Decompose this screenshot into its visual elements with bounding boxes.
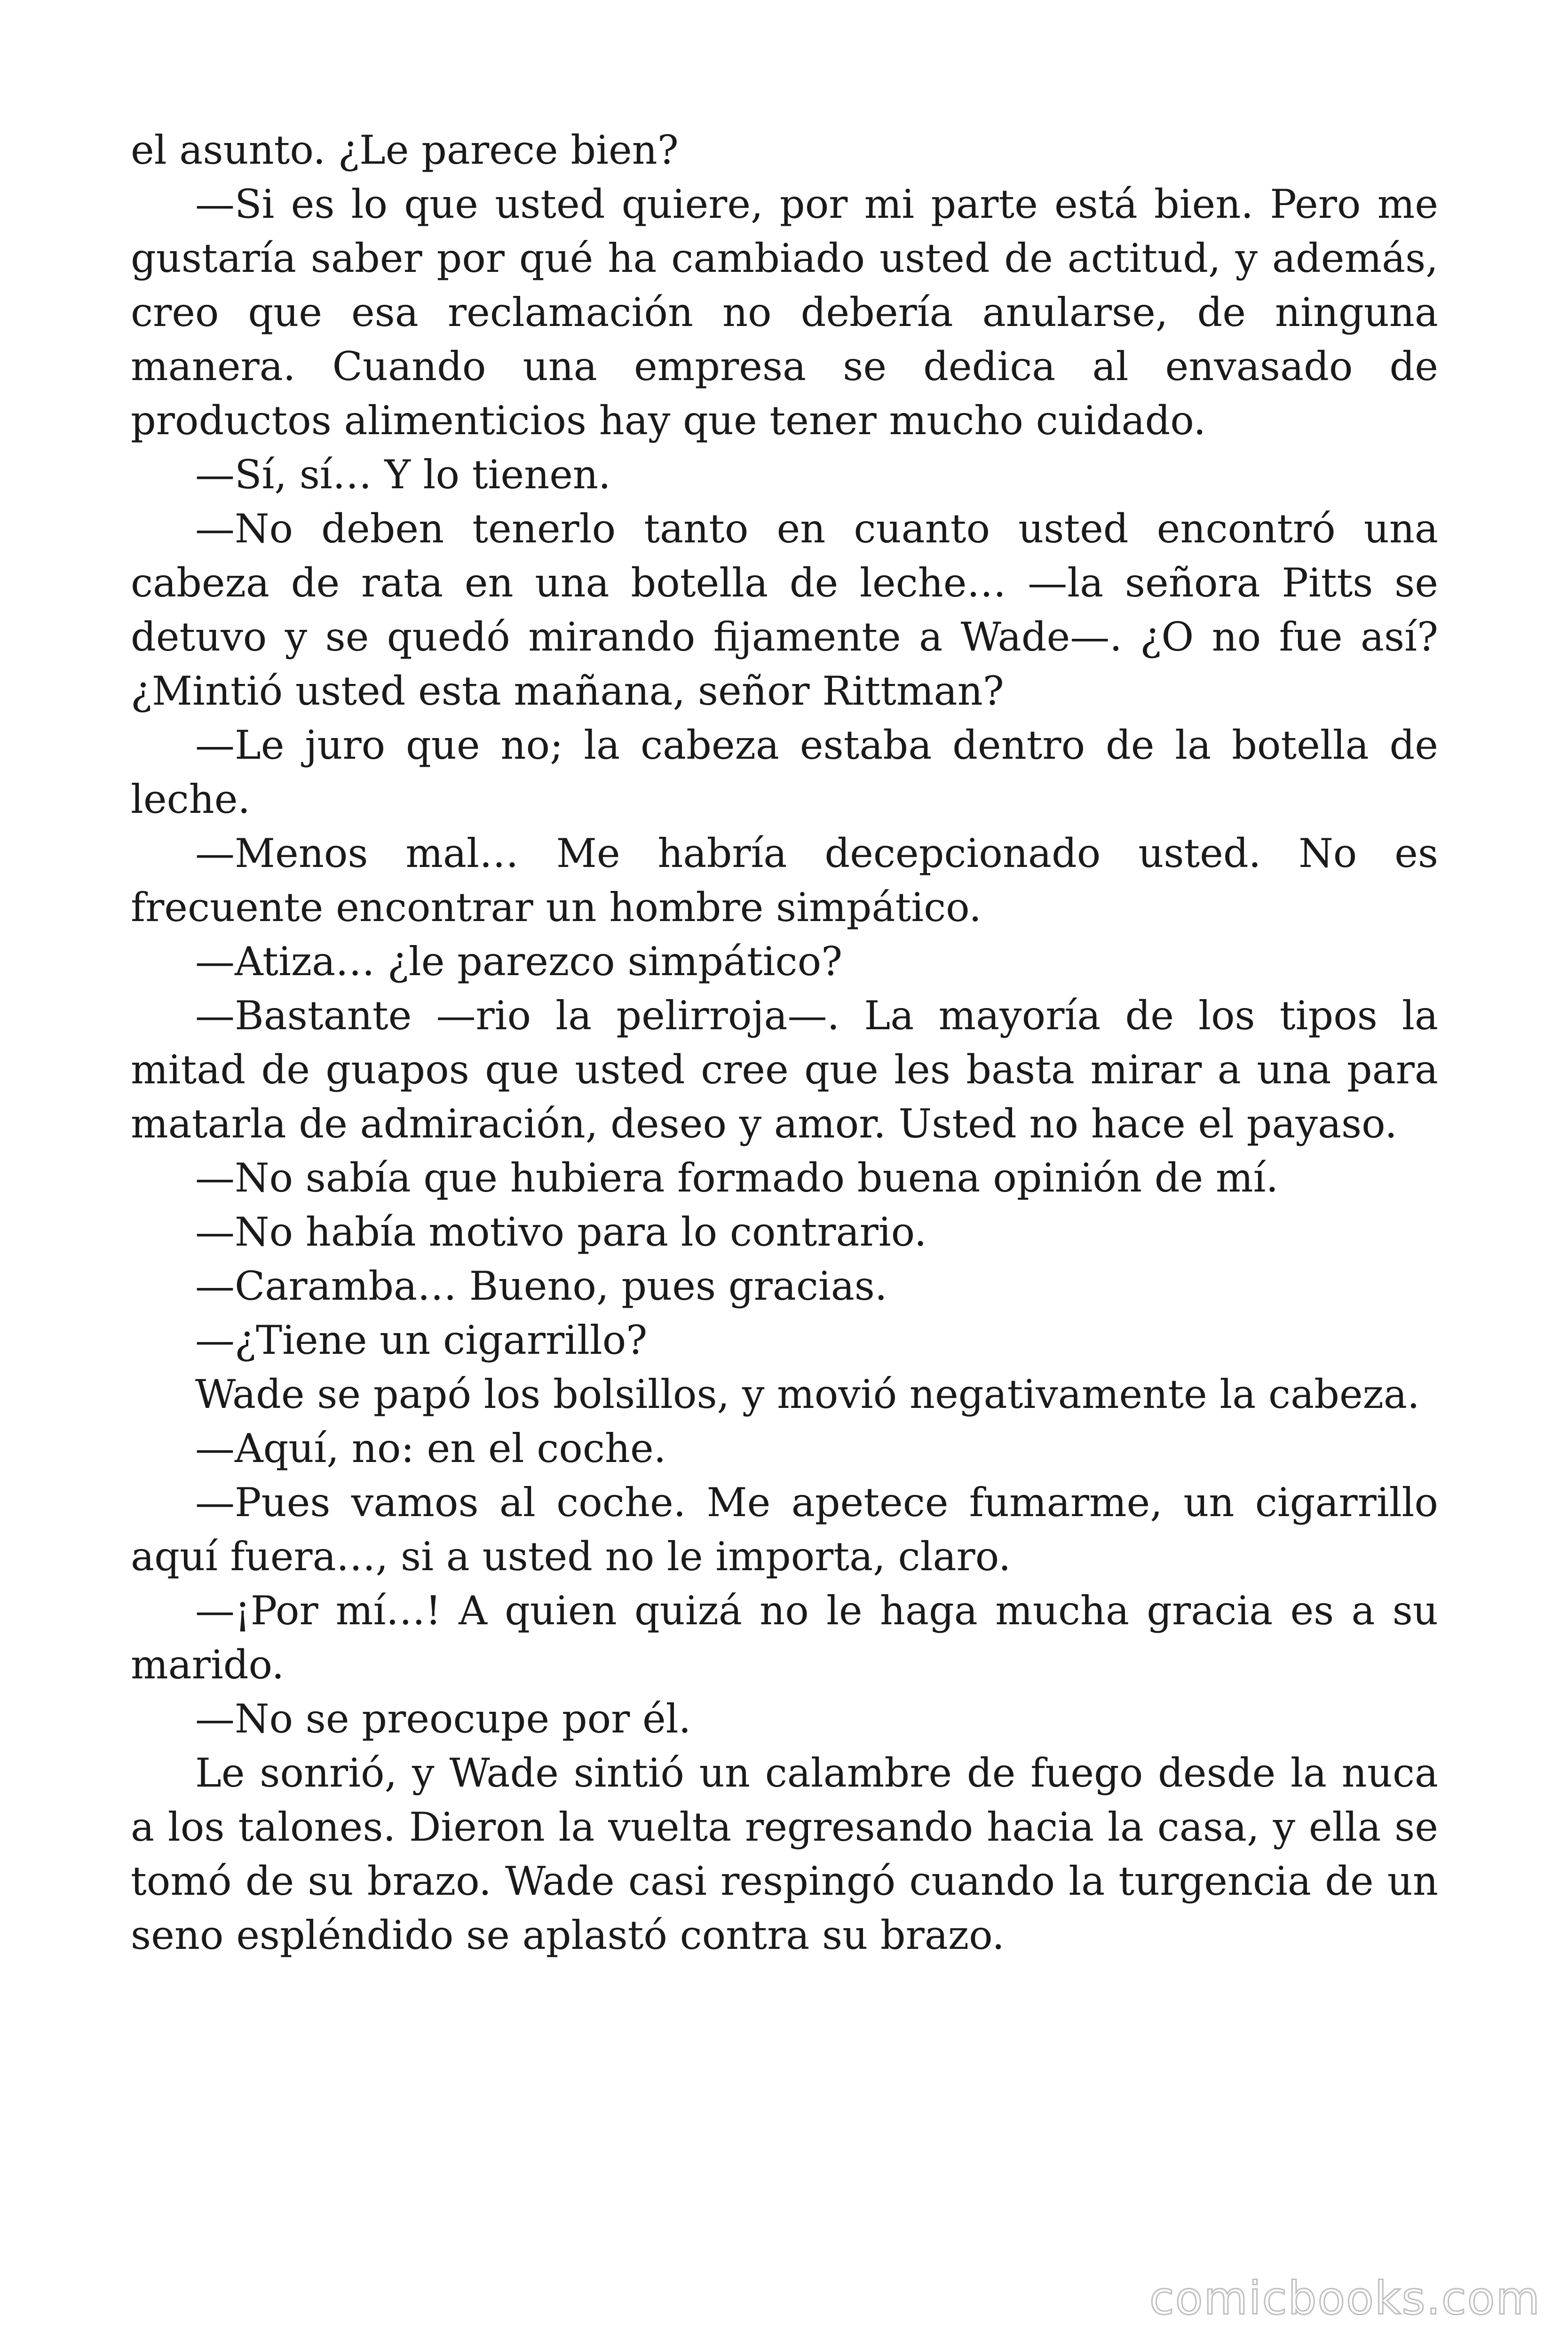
paragraph-2: —Si es lo que usted quiere, por mi parte está bien. Pero me gustaría saber por qué ha cambiado usted de actitud, y además, creo que esa reclamación no debería anularse, de ninguna manera. Cuando una empresa se dedica al envasado de productos alimenticios hay que tener mucho cuidado. [131,181,1438,444]
paragraph-11: —Caramba… Bueno, pues gracias. [195,1263,887,1309]
paragraph-16: —¡Por mí…! A quien quizá no le haga mucha gracia es a su marido. [131,1588,1438,1688]
paragraph-5: —Le juro que no; la cabeza estaba dentro de la botella de leche. [131,722,1438,822]
paragraph-12: —¿Tiene un cigarrillo? [195,1317,648,1363]
watermark: comicbooks.com [1149,2272,1541,2325]
paragraph-18: Le sonrió, y Wade sintió un calambre de fuego desde la nuca a los talones. Dieron la vuelta regresando hacia la casa, y ella se tomó de su brazo. Wade casi respingó cuando la turgencia de un seno espléndido se aplastó contra su brazo. [131,1750,1438,1958]
paragraph-7: —Atiza… ¿le parezco simpático? [195,938,843,985]
page-body [131,123,1438,1963]
paragraph-10: —No había motivo para lo contrario. [195,1209,927,1255]
paragraph-3: —Sí, sí… Y lo tienen. [195,452,611,498]
paragraph-17: —No se preocupe por él. [195,1696,691,1742]
paragraph-6: —Menos mal… Me habría decepcionado usted. No es frecuente encontrar un hombre simpático. [131,830,1438,930]
paragraph-15: —Pues vamos al coche. Me apetece fumarme, un cigarrillo aquí fuera…, si a usted no le importa, claro. [131,1479,1438,1580]
paragraph-13: Wade se papó los bolsillos, y movió negativamente la cabeza. [195,1371,1420,1417]
paragraph-1: el asunto. ¿Le parece bien? [131,127,679,173]
paragraph-14: —Aquí, no: en el coche. [195,1425,666,1471]
paragraph-9: —No sabía que hubiera formado buena opinión de mí. [195,1155,1279,1201]
paragraph-8: —Bastante —rio la pelirroja—. La mayoría de los tipos la mitad de guapos que usted cree que les basta mirar a una para matarla de admiración, deseo y amor. Usted no hace el payaso. [131,993,1438,1147]
paragraph-4: —No deben tenerlo tanto en cuanto usted encontró una cabeza de rata en una botella de leche… —la señora Pitts se detuvo y se quedó mirando fijamente a Wade—. ¿O no fue así? ¿Mintió usted esta mañana, señor Rittman? [131,506,1438,714]
